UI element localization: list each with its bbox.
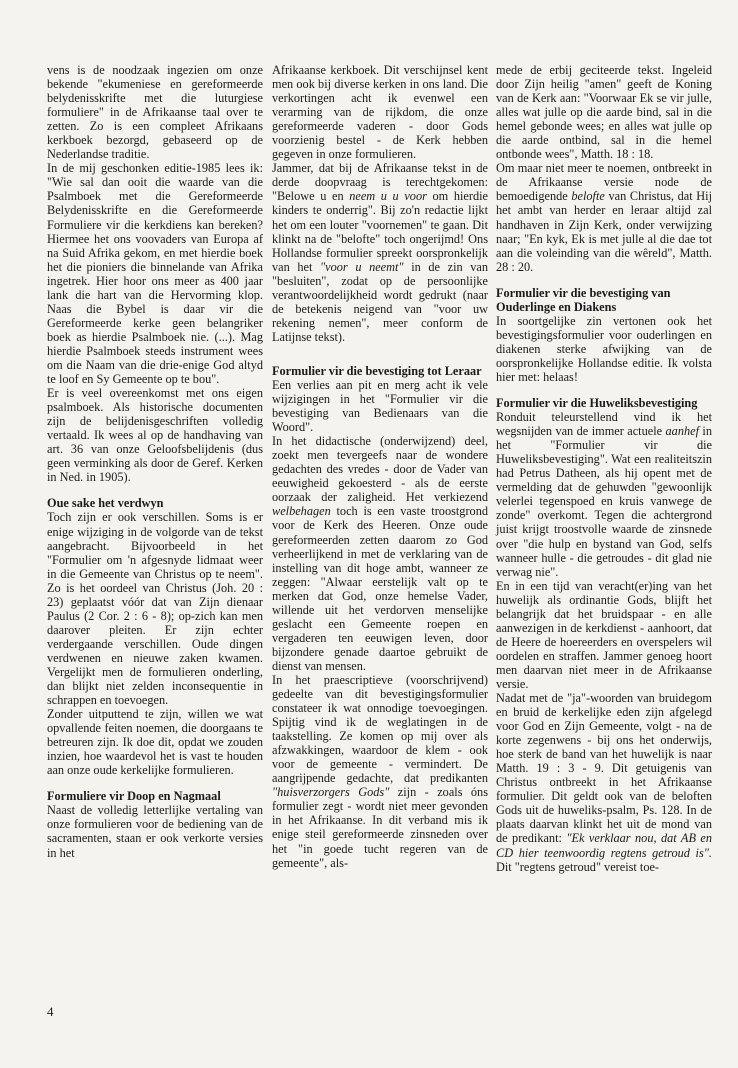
italic-word: aanhef: [665, 424, 699, 439]
text-run: Ronduit teleurstellend vind ik het wegsnijden van de immer actuele: [496, 410, 712, 439]
paragraph: [272, 673, 488, 870]
section-heading: Formuliere vir Doop en Nagmaal: [47, 789, 221, 804]
section-heading: Oue sake het verdwyn: [47, 496, 164, 511]
text-run: Jammer, dat bij de Afrikaanse tekst in de derde doopvraag is terechtgekomen: "Belowe u en: [272, 161, 488, 204]
text-run: van Christus, dat Hij het ambt van herder en leraar altijd zal handhaven in Zijn Kerk, onder verwijzing naar; "En kyk, Ek is met julle al die dae tot aan die voleinding van die wêreld", Matth. 28 : 20.: [496, 189, 712, 274]
paragraph: Toch zijn er ook verschillen. Soms is er enige wijziging in de volgorde van de tekst aangebracht. Bijvoorbeeld in het "Formulier om 'n afgesnyde lidmaat weer in die Gemeente van Christus op te neem". Zo is het oordeel van Christus (Joh. 20 : 23) geplaatst vóór dat van Zijn dienaar Paulus (2 Cor. 2 : 6 - 8); op-zich kan men daarover pleiten. Er zijn echter verdergaande verschillen. Oude dingen verdwenen en nieuwe zaken kwamen. Vergelijkt men de formulieren onderling, dan blijkt niet zelden inconsequentie in schrappen en toevoegen.: [47, 510, 263, 708]
italic-quote: "voor u neemt": [320, 259, 404, 274]
italic-quote: "Ek verklaar nou, dat AB en CD hier teenwoordig regtens getroud is".: [496, 831, 713, 860]
text-run: in het "Formulier vir die Huweliksbevestiging". Wat een realiteitszin had Petrus Datheen, als hij opent met de vermelding dat de gehuwden "gewoonlijk velerlei tegenspoed en kruis vanwege de zonde" overkomt. Tegen die achtergrond juist krijgt troostvolle waarde de zinsnede over "die hulp en bystand van God, selfs wanneer hulle - die getroudes - dit glad nie verwag nie".: [496, 424, 712, 579]
italic-quote: neem u u voor: [349, 189, 427, 204]
paragraph: Een verlies aan pit en merg acht ik vele wijzigingen in het "Formulier vir die bevestiging van Bedienaars van die Woord".: [272, 377, 488, 435]
text-column-2: [272, 63, 488, 870]
paragraph: Naast de volledig letterlijke vertaling van onze formulieren voor de bediening van de sacramenten, staan er ook verkorte versies in het: [47, 803, 263, 860]
paragraph: En in een tijd van veracht(er)ing van het huwelijk als ordinantie Gods, blijft het belangrijk dat het bruidspaar - en alle aanwezigen in de kerkdienst - aanhoort, dat de Heere de hoereerders en overspelers wil oordelen en straffen. Jammer genoeg hoort men daarvan niet meer in de Afrikaanse versie.: [496, 578, 712, 691]
section-heading: Formulier vir die bevestiging tot Leraar: [272, 363, 482, 378]
paragraph: [496, 691, 712, 874]
text-column-1: [47, 63, 263, 860]
section-heading: Formulier vir die bevestiging van Ouderlinge en Diakens: [496, 285, 671, 314]
text-run: Om maar niet meer te noemen, ontbreekt in de Afrikaanse versie node de bemoedigende: [496, 161, 712, 204]
paragraph: [496, 161, 712, 273]
paragraph: Er is veel overeenkomst met ons eigen psalmboek. Als historische documenten zijn de belijdenisgeschriften volledig vertaald. Ik wees al op de handhaving van art. 36 van onze Geloofsbelijdenis (dus geen verminking als door de Geref. Kerken in Ned. in 1905).: [47, 386, 263, 485]
text-run: In het praescriptieve (voorschrijvend) gedeelte van dit bevestigingsformulier constateer ik wat onnodige toevoegingen. Spijtig vind ik de weglatingen in de taakstelling. Ze komen op mij over als afzwakkingen, waardoor de klem - ook voor de gemeente - vermindert. De aangrijpende gedachte, dat predikanten: [272, 672, 488, 786]
paragraph: In de mij geschonken editie-1985 lees ik: "Wie sal dan ooit die waarde van die Psalmboek met die Gereformeerde Belydenisskrifte en die Gereformeerde Formuliere vir die kerkdiens kan bereken? Hiermee het ons voovaders van Europa af na Suid Afrika gekom, en met hierdie boek het die pioniers die binnelande van Afrika ingetrek. Hier hoor ons meer as 400 jaar lank die hart van die Hervorming klop. Naas die Bybel is daar vir die Gereformeerde kerke geen belangriker boek as hierdie Psalmboek nie. (...). Mag hierdie Psalmboek steeds instrument wees om die Naam van die drie-enige God altyd te loof en Sy Gemeente op te bou".: [47, 161, 263, 387]
text-run: in de zin van "besluiten", zodat op de persoonlijke verantwoordelijkheid wordt gedrukt (naar de betekenis neigend van "voor uw rekening nemen", meer conform de Latijnse tekst).: [272, 259, 488, 344]
italic-word: welbehagen: [272, 504, 331, 519]
text-run: Dit "regtens getroud" vereist toe-: [496, 859, 660, 874]
text-run: zijn - zoals óns formulier zegt - wordt niet meer gevonden in het Afrikaanse. In dit verband mis ik enige steil gereformeerde zinsneden over het "in goede tucht regeren van de gemeente", als-: [272, 785, 488, 870]
section-heading: Formulier vir die Huweliksbevestiging: [496, 396, 698, 411]
paragraph: mede de erbij geciteerde tekst. Ingeleid door Zijn heilig "amen" geeft de Koning van de Kerk aan: "Voorwaar Ek se vir julle, alles wat julle op die aarde bind, sal in die hemel gebonde wees; en alles wat julle op die aarde ontbind, sal in die hemel ontbonde wees", Matth. 18 : 18.: [496, 63, 712, 162]
paragraph: [496, 410, 712, 579]
italic-word: belofte: [571, 189, 605, 204]
text-column-3: [496, 63, 712, 874]
text-run: om hierdie kinders te onderrig". Bij zo'n redactie lijkt het om een louter "voornemen" te gaan. Dit klinkt na de "belofte" toch ongerijmd! Ons Hollandse formulier spreekt oorspronkelijk van het: [272, 189, 488, 274]
paragraph: Afrikaanse kerkboek. Dit verschijnsel kent men ook bij diverse kerken in ons land. Die verkortingen acht ik evenwel een verarming van de rijkdom, die onze gereformeerde vaderen - door Gods voorzienig bestel - de Kerk hebben gegeven in onze formulieren.: [272, 63, 488, 162]
paragraph: Zonder uitputtend te zijn, willen we wat opvallende feiten noemen, die doorgaans te betreuren zijn. Ik doe dit, opdat we zouden inzien, hoe waardevol het is vast te houden aan onze oude kerkelijke formulieren.: [47, 707, 263, 778]
paragraph: [272, 434, 488, 673]
paragraph: In soortgelijke zin vertonen ook het bevestigingsformulier voor ouderlingen en diakenen sterke afwijking van de oorspronkelijke Hollandse editie. Ik volsta hier met: helaas!: [496, 313, 712, 384]
text-run: toch is een vaste troostgrond voor de Kerk des Heeren. Onze oude gereformeerden zetten daarom zo God verheerlijkend in met de verklaring van de instelling van dit hoge ambt, wanneer ze zeggen: "Alwaar eerstelijk valt op te merken dat God, onze hemelse Vader, willende uit het verdorven menselijke geslacht een Gemeente roepen en vergaderen ten eeuwigen leven, door bijzondere genade daartoe gebruikt de dienst van mensen.: [272, 504, 488, 673]
text-run: Nadat met de "ja"-woorden van bruidegom en bruid de kerkelijke eden zijn afgelegd voor God en Zijn Gemeente, volgt - na de korte zegenwens - bij ons het onderwijs, hoe sterk de band van het huwelijk is naar Matth. 19 : 3 - 9. Dit getuigenis van Christus ontbreekt in het Afrikaanse formulier. Dit geldt ook van de beloften Gods uit de huweliks-psalm, Ps. 128. In de plaats daarvan klinkt het uit de mond van de predikant:: [496, 691, 712, 846]
paragraph: vens is de noodzaak ingezien om onze bekende "ekumeniese en gereformeerde belydenisskrifte met die luturgiese formuliere" in de Afrikaanse taal over te zetten. Zo is een compleet Afrikaans kerkboek bezorgd, gebaseerd op de Nederlandse traditie.: [47, 63, 263, 162]
page-number: 4: [47, 1004, 54, 1019]
paragraph: [272, 161, 488, 344]
text-run: In het didactische (onderwijzend) deel, zoekt men tevergeefs naar de wondere gedachten des vredes - door de Vader van eeuwigheid gekoesterd - als de eerste oorzaak der zaligheid. Het verkiezend: [272, 434, 488, 505]
italic-quote: "huisverzorgers Gods": [272, 785, 390, 800]
